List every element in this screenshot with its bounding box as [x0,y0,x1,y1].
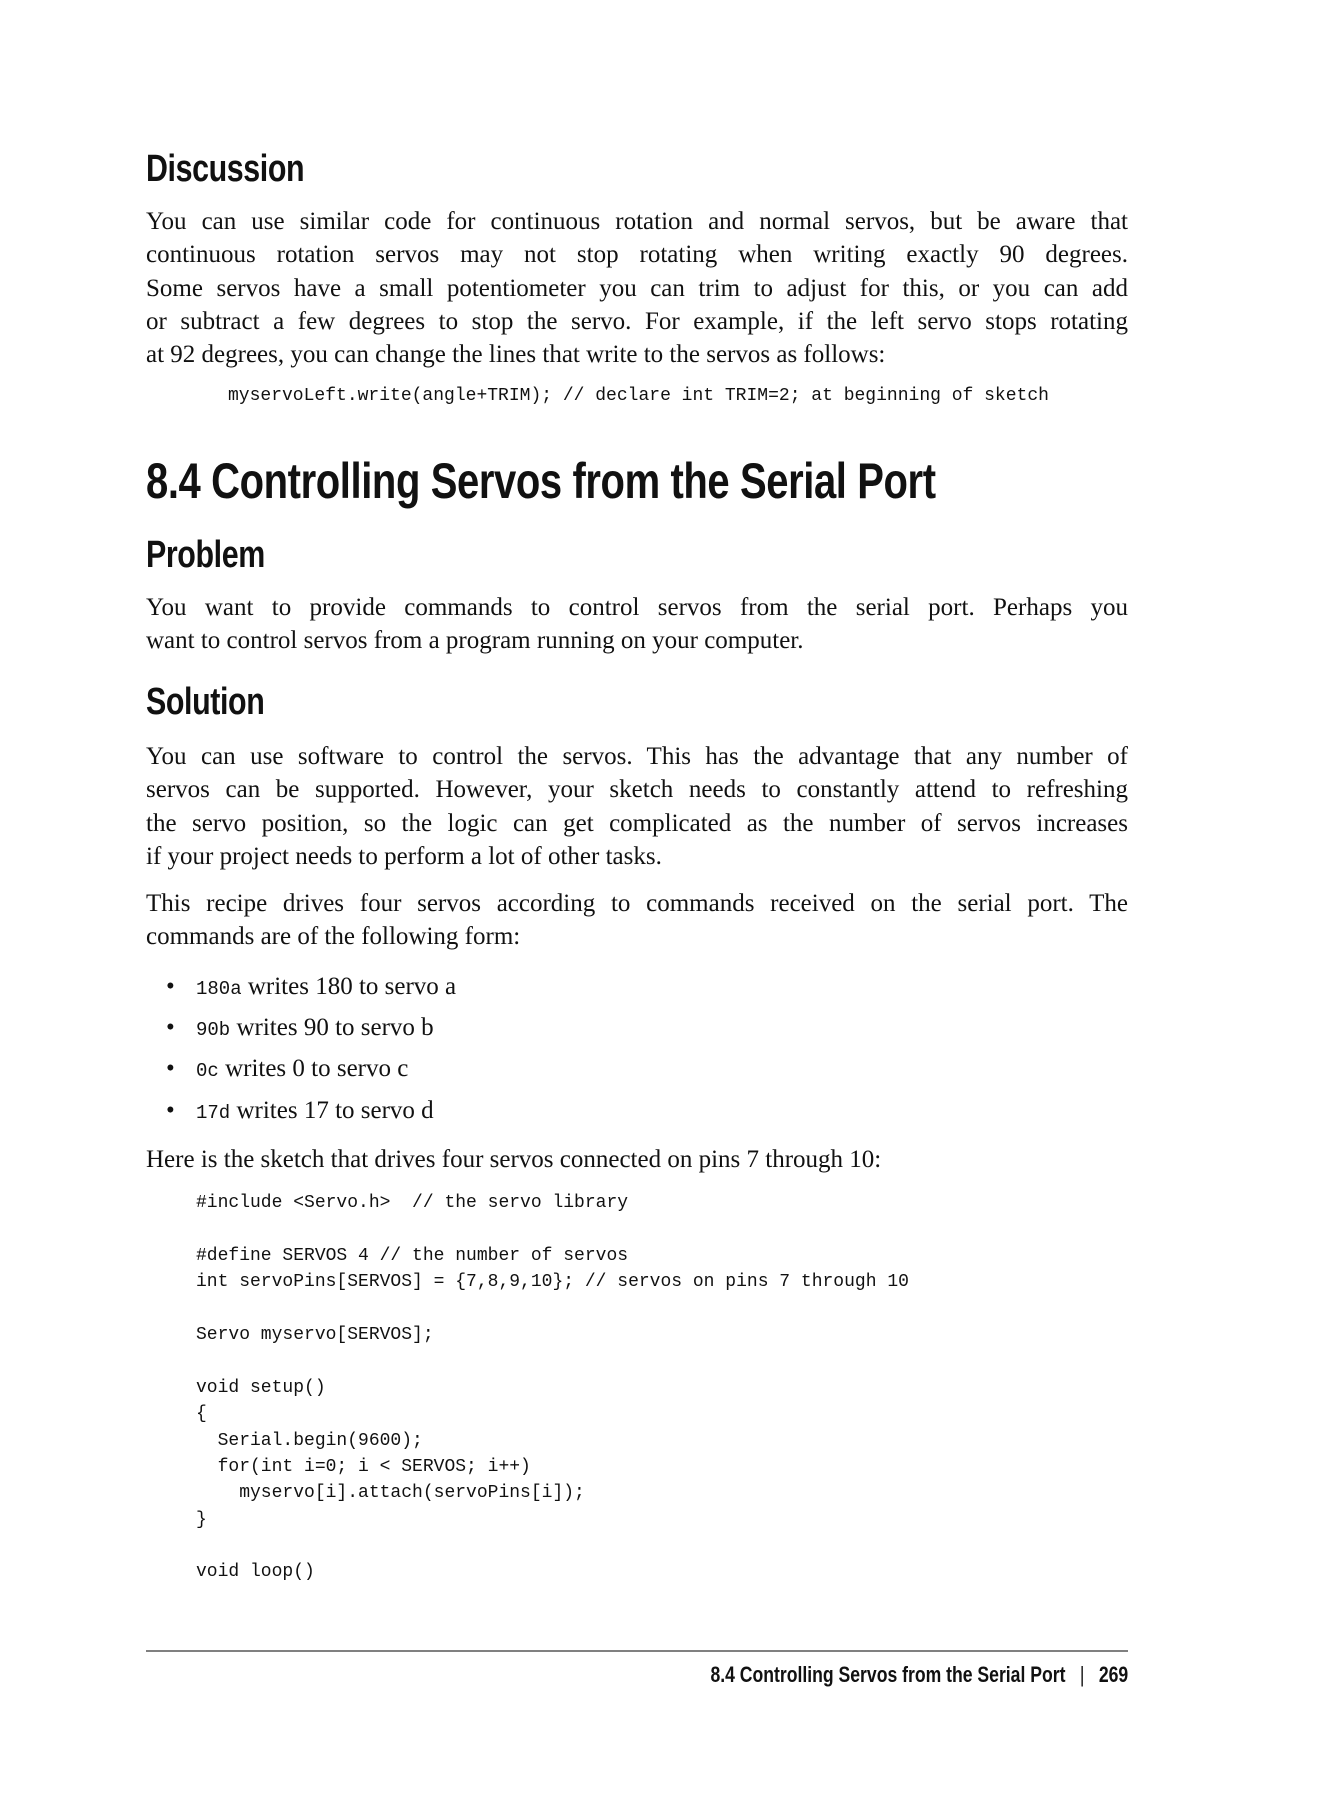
bullet-icon: • [166,1014,175,1041]
code-line [196,1216,909,1242]
sketch-code-block [196,1190,909,1586]
code-line: #include <Servo.h> // the servo library [196,1193,629,1213]
sketch-intro: Here is the sketch that drives four servos connected on pins 7 through 10: [146,1146,882,1173]
text-line: at 92 degrees, you can change the lines that write to the servos as follows: [146,341,886,369]
list-item [166,1011,434,1045]
code-line [196,1296,909,1322]
text-line: Some servos have a small potentiometer you can trim to adjust for this, or you can add [146,274,1128,302]
text-line: if your project needs to perform a lot of other tasks. [146,842,662,870]
text-line: You want to provide commands to control servos from the serial port. Perhaps you [146,594,1128,621]
code-line: { [196,1404,207,1425]
command-code: 0c [196,1060,219,1082]
command-description: writes 180 to servo a [241,973,457,1000]
bullet-icon: • [166,1097,175,1124]
command-description: writes 90 to servo b [230,1014,434,1041]
code-line: } [196,1509,207,1530]
text-line: servos can be supported. However, your sketch needs to constantly attend to refreshing [146,776,1128,804]
code-line: Servo myservo[SERVOS]; [196,1324,434,1345]
code-line: void loop() [196,1562,315,1583]
bullet-icon: • [166,973,175,1000]
text-line: the servo position, so the logic can get complicated as the number of servos increases [146,809,1128,837]
list-item [166,1094,434,1128]
code-line: myservo[i].attach(servoPins[i]); [196,1483,585,1504]
discussion-paragraph [146,205,1128,371]
page-number: 269 [1098,1662,1128,1687]
solution-paragraph-2 [146,887,1128,954]
footer-separator: | [1079,1662,1085,1687]
solution-paragraph-1 [146,740,1128,873]
footer-rule [146,1650,1128,1652]
command-code: 17d [196,1102,231,1124]
code-line: for(int i=0; i < SERVOS; i++) [196,1456,531,1477]
command-description: writes 0 to servo c [218,1055,409,1082]
problem-heading: Problem [146,534,265,576]
bullet-icon: • [166,1055,175,1082]
command-description: writes 17 to servo d [230,1097,434,1124]
code-line: int servoPins[SERVOS] = {7,8,9,10}; // servos on pins 7 through 10 [196,1272,909,1293]
text-line: or subtract a few degrees to stop the servo. For example, if the left servo stops rotating [146,307,1128,335]
command-code: 180a [196,978,242,1000]
discussion-heading: Discussion [146,148,305,190]
list-item [166,970,456,1004]
code-line: void setup() [196,1377,326,1398]
text-line: continuous rotation servos may not stop rotating when writing exactly 90 degrees. [146,241,1128,269]
text-line: commands are of the following form: [146,923,521,951]
code-line: Serial.begin(9600); [196,1430,423,1451]
page-footer [606,1662,1128,1688]
code-line [196,1533,909,1559]
text-line: You can use similar code for continuous rotation and normal servos, but be aware that [146,208,1128,235]
solution-heading: Solution [146,681,265,723]
text-line: want to control servos from a program running on your computer. [146,627,804,655]
list-item [166,1052,408,1086]
command-code: 90b [196,1019,231,1041]
code-line [196,1348,909,1374]
section-title: 8.4 Controlling Servos from the Serial Port [146,453,936,509]
text-line: This recipe drives four servos according to commands received on the serial port. The [146,890,1128,917]
text-line: You can use software to control the servos. This has the advantage that any number of [146,743,1128,770]
trim-code-snippet: myservoLeft.write(angle+TRIM); // declare int TRIM=2; at beginning of sketch [228,386,1049,406]
running-title: 8.4 Controlling Servos from the Serial Port [710,1662,1066,1687]
problem-paragraph [146,591,1128,658]
code-line: #define SERVOS 4 // the number of servos [196,1245,629,1266]
